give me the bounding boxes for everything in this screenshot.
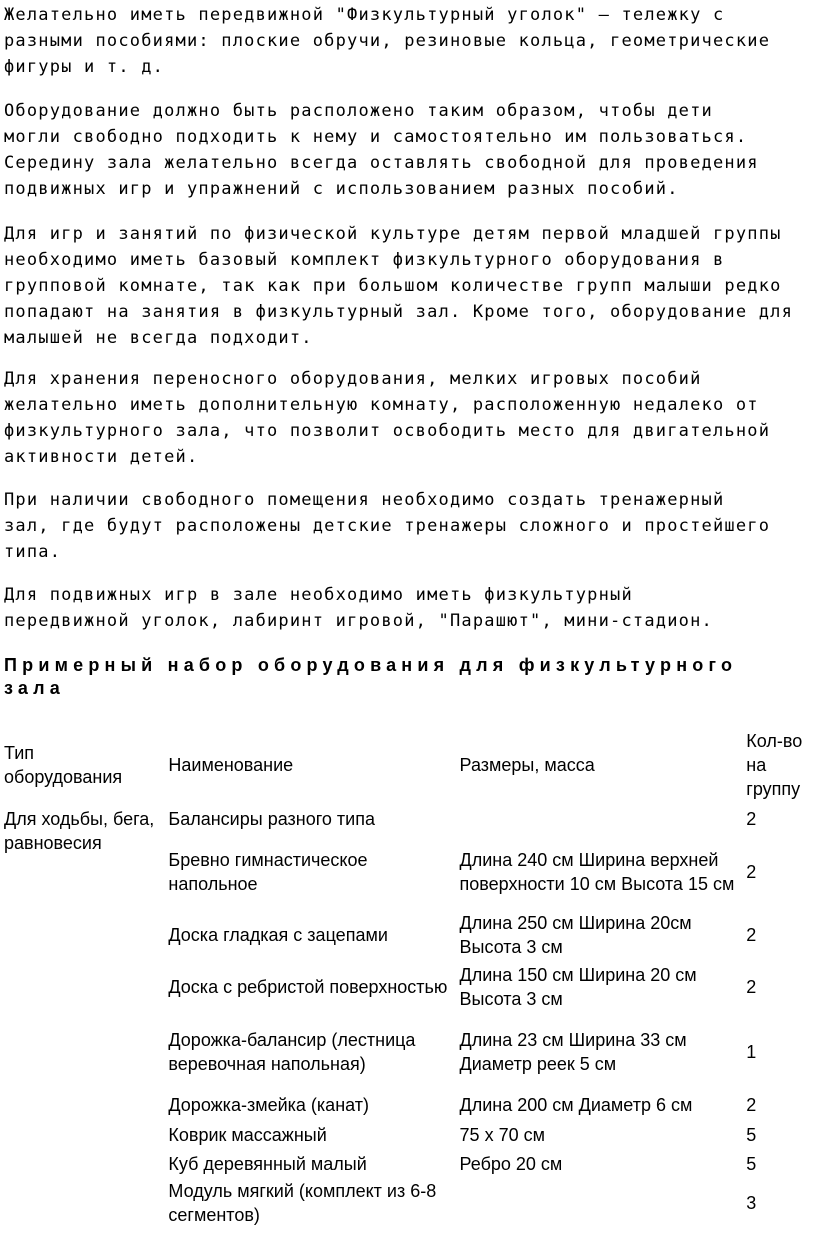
row-size: Ребро 20 см (459, 1153, 563, 1174)
header-size: Размеры, масса (459, 754, 595, 775)
row-name: Дорожка-змейка (канат) (168, 1095, 369, 1115)
row-size: Длина 150 см Ширина 20 см Высота 3 см (459, 965, 697, 1009)
row-qty: 2 (746, 924, 757, 945)
paragraph-5: При наличии свободного помещения необходимо создать тренажерный зал, где будут расположены детские тренажеры сложного и простейшего типа. (4, 490, 771, 562)
header-name: Наименование (168, 754, 294, 775)
paragraph-4: Для хранения переносного оборудования, мелких игровых пособий желательно иметь дополнительную комнату, расположенную недалеко от физкультурного зала, что позволит освободить место для двигательной активности детей. (4, 369, 771, 467)
row-size (456, 804, 743, 834)
row-name: Доска с ребристой поверхностью (168, 977, 448, 997)
row-size: Длина 200 см Диаметр 6 см (459, 1095, 693, 1115)
row-qty: 2 (746, 1095, 757, 1115)
header-qty: Кол-во на группу (746, 730, 803, 799)
row-size: Длина 240 см Ширина верхней поверхности 10 см Высота 15 см (459, 849, 735, 894)
table-row (0, 804, 816, 834)
row-qty: 2 (746, 977, 757, 997)
header-type: Тип оборудования (4, 742, 123, 787)
row-qty: 5 (746, 1124, 757, 1145)
paragraph-2: Оборудование должно быть расположено таким образом, чтобы дети могли свободно подходить к нему и самостоятельно им пользоваться. Середину зала желательно всегда оставлять свободной для проведения подвижных игр и упражнений с использованием разных пособий. (4, 101, 759, 199)
equipment-table (0, 725, 816, 1228)
row-size: Длина 23 см Ширина 33 см Диаметр реек 5 см (459, 1030, 687, 1074)
row-qty: 2 (746, 861, 757, 882)
row-name: Балансиры разного типа (168, 809, 375, 829)
row-name: Бревно гимнастическое напольное (168, 849, 368, 894)
row-qty: 3 (746, 1193, 757, 1213)
paragraph-3: Для игр и занятий по физической культуре детям первой младшей группы необходимо иметь базовый комплект физкультурного оборудования в групповой комнате, так как при большом количестве групп малыши редко попадают на занятия в физкультурный зал. Кроме того, оборудование для малышей не всегда подходит. (4, 224, 794, 348)
paragraph-1: Желательно иметь передвижной "Физкультурный уголок" — тележку с разными пособиями: плоские обручи, резиновые кольца, геометрические фигуры и т. д. (4, 5, 771, 77)
row-size (456, 1178, 743, 1228)
row-size: Длина 250 см Ширина 20см Высота 3 см (459, 912, 692, 957)
row-name: Дорожка-балансир (лестница веревочная напольная) (168, 1030, 416, 1074)
paragraph-6: Для подвижных игр в зале необходимо иметь физкультурный передвижной уголок, лабиринт игровой, "Парашют", мини-стадион. (4, 585, 713, 631)
category-cell: Для ходьбы, бега, равновесия (4, 809, 155, 853)
row-name: Куб деревянный малый (168, 1153, 367, 1174)
row-qty: 1 (746, 1042, 757, 1062)
row-name: Доска гладкая с зацепами (168, 924, 388, 945)
row-size: 75 х 70 см (459, 1124, 545, 1145)
row-qty: 2 (746, 809, 757, 829)
row-qty: 5 (746, 1153, 757, 1174)
section-heading: Примерный набор оборудования для физкультурного зала (4, 655, 738, 698)
row-name: Коврик массажный (168, 1124, 327, 1145)
table-header-row (0, 725, 816, 804)
row-name: Модуль мягкий (комплект из 6-8 сегментов) (168, 1181, 437, 1225)
